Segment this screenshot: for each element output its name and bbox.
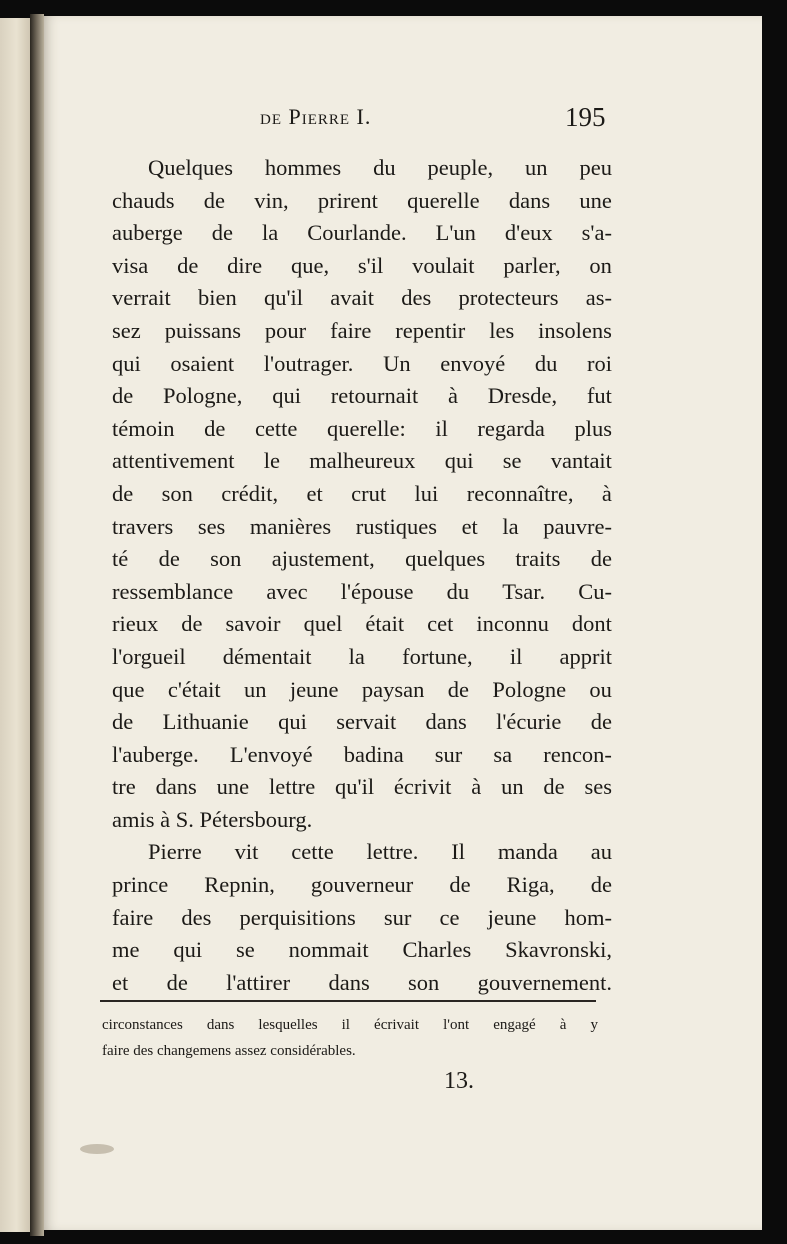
word: rencon-	[543, 741, 612, 767]
body_lines-line	[112, 869, 612, 902]
word: Pologne,	[163, 383, 243, 409]
word: s'a-	[581, 220, 612, 246]
word: malheureux	[309, 448, 416, 474]
word: et	[461, 513, 478, 539]
body_lines-line	[112, 641, 612, 674]
word: gouvernement.	[477, 969, 612, 995]
word: rieux	[112, 611, 159, 637]
word: dans	[328, 969, 370, 995]
word: lui	[414, 480, 439, 506]
word: un	[243, 676, 267, 702]
word: l'attirer	[226, 969, 291, 995]
word: Dresde,	[487, 383, 558, 409]
footnote	[102, 1012, 598, 1064]
word: des	[401, 285, 432, 311]
word: dans	[425, 709, 467, 735]
signature-mark: 13.	[444, 1068, 474, 1094]
word: des	[133, 1043, 154, 1059]
word: qui	[278, 709, 307, 735]
word: parler,	[503, 252, 561, 278]
word: té	[112, 546, 129, 572]
word: ses	[584, 774, 612, 800]
word: manda	[497, 839, 558, 865]
word: crut	[351, 480, 387, 506]
word: on	[589, 252, 612, 278]
word: jeune	[289, 676, 339, 702]
body_lines-line	[112, 282, 612, 315]
word: l'épouse	[340, 578, 414, 604]
word: et	[306, 480, 323, 506]
word: une	[579, 187, 612, 213]
word: faire	[102, 1043, 130, 1059]
word: un	[501, 774, 524, 800]
word: reconnaître,	[466, 480, 574, 506]
word: de	[112, 480, 134, 506]
word: avait	[330, 285, 375, 311]
word: de	[204, 415, 226, 441]
word: Lithuanie	[162, 709, 249, 735]
word: dans	[155, 774, 197, 800]
word: repentir	[395, 317, 466, 343]
word: Skavronski,	[505, 937, 612, 963]
page-number: 195	[565, 102, 606, 132]
word: et	[112, 969, 129, 995]
word: querelle:	[327, 415, 406, 441]
word: se	[236, 937, 255, 963]
word: de	[590, 872, 612, 898]
word: gouverneur	[310, 872, 414, 898]
word: écrivait	[374, 1017, 420, 1033]
word: qu'il	[335, 774, 375, 800]
page	[44, 16, 762, 1230]
word: envoyé	[440, 350, 506, 376]
word: démentait	[222, 643, 312, 669]
word: lesquelles	[258, 1017, 318, 1033]
word: à	[471, 774, 482, 800]
body_lines-line	[112, 348, 612, 381]
word: l'ont	[443, 1017, 470, 1033]
word: qui	[112, 350, 141, 376]
word: de	[177, 252, 199, 278]
footnote_lines-line	[102, 1038, 598, 1064]
word: Il	[451, 839, 466, 865]
body_lines-line	[112, 380, 612, 413]
word: tre	[112, 774, 136, 800]
footnote_lines-line	[102, 1012, 598, 1038]
word: lettre	[268, 774, 316, 800]
word: l'auberge.	[112, 741, 199, 767]
word: son	[161, 480, 193, 506]
word: d'eux	[504, 220, 553, 246]
word: il	[435, 415, 448, 441]
word: vit	[234, 839, 259, 865]
word: que,	[290, 252, 330, 278]
body_lines-line	[112, 543, 612, 576]
word: attentivement	[112, 448, 235, 474]
word: paysan	[361, 676, 425, 702]
word: assez	[234, 1043, 267, 1059]
word: Cu-	[578, 578, 612, 604]
word: quel	[303, 611, 343, 637]
word: qu'il	[263, 285, 304, 311]
word: la	[262, 220, 279, 246]
word: un	[525, 155, 548, 180]
word: écrivit	[393, 774, 452, 800]
word: que	[112, 676, 145, 702]
word: du	[534, 350, 558, 376]
word: engagé	[493, 1017, 536, 1033]
word: circonstances	[102, 1017, 183, 1033]
word: une	[216, 774, 250, 800]
word: cet	[427, 611, 454, 637]
word: l'écurie	[496, 709, 562, 735]
word: prirent	[317, 187, 378, 213]
body_lines-line	[112, 445, 612, 478]
running-title: de Pierre I.	[260, 104, 372, 129]
word: prince	[112, 872, 169, 898]
word: sez	[112, 317, 141, 343]
word: chauds	[112, 187, 175, 213]
word: savoir	[225, 611, 281, 637]
word: jeune	[487, 904, 537, 930]
word: son	[210, 546, 242, 572]
body_lines-line	[112, 934, 612, 967]
word: lettre.	[366, 839, 419, 865]
word: regarda	[477, 415, 545, 441]
body_lines-line	[112, 185, 612, 218]
word: s'il	[357, 252, 384, 278]
word: ce	[439, 904, 460, 930]
word: Quelques	[148, 155, 233, 180]
word: manières	[249, 513, 332, 539]
word: hom-	[564, 904, 612, 930]
word: Pétersbourg.	[199, 806, 313, 832]
word: cette	[291, 839, 334, 865]
word: inconnu	[476, 611, 549, 637]
word: Repnin,	[204, 872, 275, 898]
word: y	[590, 1017, 598, 1033]
word: du	[373, 155, 396, 180]
word: traits	[515, 546, 561, 572]
word: Charles	[402, 937, 472, 963]
word: pour	[264, 317, 307, 343]
word: nommait	[288, 937, 369, 963]
word: la	[348, 643, 365, 669]
word: les	[489, 317, 515, 343]
word: de	[181, 611, 203, 637]
word: fortune,	[402, 643, 473, 669]
book-gutter	[30, 14, 44, 1236]
word: bien	[197, 285, 237, 311]
word: crédit,	[221, 480, 279, 506]
word: à	[559, 1017, 567, 1033]
word: de	[447, 676, 469, 702]
word: plus	[574, 415, 612, 441]
word: de	[590, 709, 612, 735]
word: dont	[571, 611, 612, 637]
word: de	[158, 546, 180, 572]
word: ajustement,	[271, 546, 375, 572]
word: le	[263, 448, 280, 474]
word: Courlande.	[307, 220, 407, 246]
word: servait	[336, 709, 397, 735]
running-head	[44, 104, 762, 144]
word: de	[211, 220, 234, 246]
word: voulait	[412, 252, 475, 278]
body_lines-line	[112, 902, 612, 935]
body_lines-line	[112, 250, 612, 283]
word: S.	[175, 806, 194, 832]
word: insolens	[538, 317, 612, 343]
word: il	[509, 643, 523, 669]
body_lines-line	[112, 739, 612, 772]
body_lines-line	[112, 315, 612, 348]
body_lines-line	[112, 511, 612, 544]
body-text	[112, 152, 612, 999]
word: témoin	[112, 415, 175, 441]
previous-page-edge	[0, 18, 30, 1232]
word: sur	[434, 741, 463, 767]
word: de	[166, 969, 188, 995]
word: peu	[579, 155, 612, 180]
word: vin,	[254, 187, 289, 213]
word: était	[365, 611, 405, 637]
body_lines-line	[112, 478, 612, 511]
word: qui	[444, 448, 474, 474]
word: rustiques	[355, 513, 437, 539]
word: amis	[112, 806, 155, 832]
body_lines-line	[112, 152, 612, 185]
word: ou	[589, 676, 612, 702]
word: de	[112, 709, 134, 735]
body_lines-line	[112, 413, 612, 446]
word: du	[446, 578, 470, 604]
word: fut	[586, 383, 612, 409]
word: dire	[227, 252, 263, 278]
word: de	[543, 774, 565, 800]
word: la	[502, 513, 519, 539]
word: sa	[493, 741, 513, 767]
body_lines-line	[112, 706, 612, 739]
word: des	[181, 904, 212, 930]
word: de	[203, 187, 225, 213]
ink-smudge	[80, 1144, 114, 1154]
word: qui	[272, 383, 301, 409]
word: vantait	[550, 448, 612, 474]
word: faire	[112, 904, 154, 930]
word: badina	[343, 741, 404, 767]
word: quelques	[405, 546, 486, 572]
word: travers	[112, 513, 174, 539]
word: Pologne	[492, 676, 567, 702]
word: cette	[254, 415, 298, 441]
word: hommes	[264, 155, 342, 180]
word: au	[590, 839, 612, 865]
word: auberge	[112, 220, 183, 246]
word: changemens	[156, 1043, 232, 1059]
word: puissans	[164, 317, 241, 343]
word: peuple,	[427, 155, 494, 180]
body_lines-line	[112, 608, 612, 641]
word: visa	[112, 252, 149, 278]
body_lines-line	[112, 967, 612, 1000]
body_lines-line	[112, 217, 612, 250]
word: se	[502, 448, 522, 474]
word: as-	[585, 285, 612, 311]
word: à	[448, 383, 458, 409]
body_lines-line	[112, 804, 612, 837]
footnote-rule	[100, 1000, 596, 1002]
word: dans	[508, 187, 551, 213]
word: verrait	[112, 285, 171, 311]
word: considérables.	[270, 1043, 356, 1059]
word: sur	[383, 904, 412, 930]
word: querelle	[407, 187, 480, 213]
word: à	[160, 806, 171, 832]
word: perquisitions	[239, 904, 356, 930]
word: dans	[206, 1017, 235, 1033]
word: avec	[266, 578, 308, 604]
word: osaient	[170, 350, 235, 376]
word: faire	[330, 317, 372, 343]
word: apprit	[559, 643, 612, 669]
body_lines-line	[112, 771, 612, 804]
body_lines-line	[112, 576, 612, 609]
word: L'envoyé	[229, 741, 313, 767]
word: retournait	[330, 383, 419, 409]
word: qui	[173, 937, 203, 963]
word: à	[601, 480, 612, 506]
word: c'était	[167, 676, 221, 702]
word: son	[408, 969, 440, 995]
word: protecteurs	[458, 285, 559, 311]
word: ses	[197, 513, 226, 539]
word: l'orgueil	[112, 643, 186, 669]
word: de	[112, 383, 134, 409]
word: pauvre-	[543, 513, 612, 539]
word: ressemblance	[112, 578, 234, 604]
word: Tsar.	[502, 578, 546, 604]
word: L'un	[435, 220, 476, 246]
word: l'outrager.	[263, 350, 354, 376]
body_lines-line	[112, 674, 612, 707]
word: Un	[383, 350, 411, 376]
word: Riga,	[506, 872, 555, 898]
word: de	[449, 872, 471, 898]
word: Pierre	[148, 839, 202, 865]
word: roi	[586, 350, 612, 376]
body_lines-line	[112, 836, 612, 869]
word: il	[341, 1017, 350, 1033]
word: me	[112, 937, 140, 963]
word: de	[590, 546, 612, 572]
